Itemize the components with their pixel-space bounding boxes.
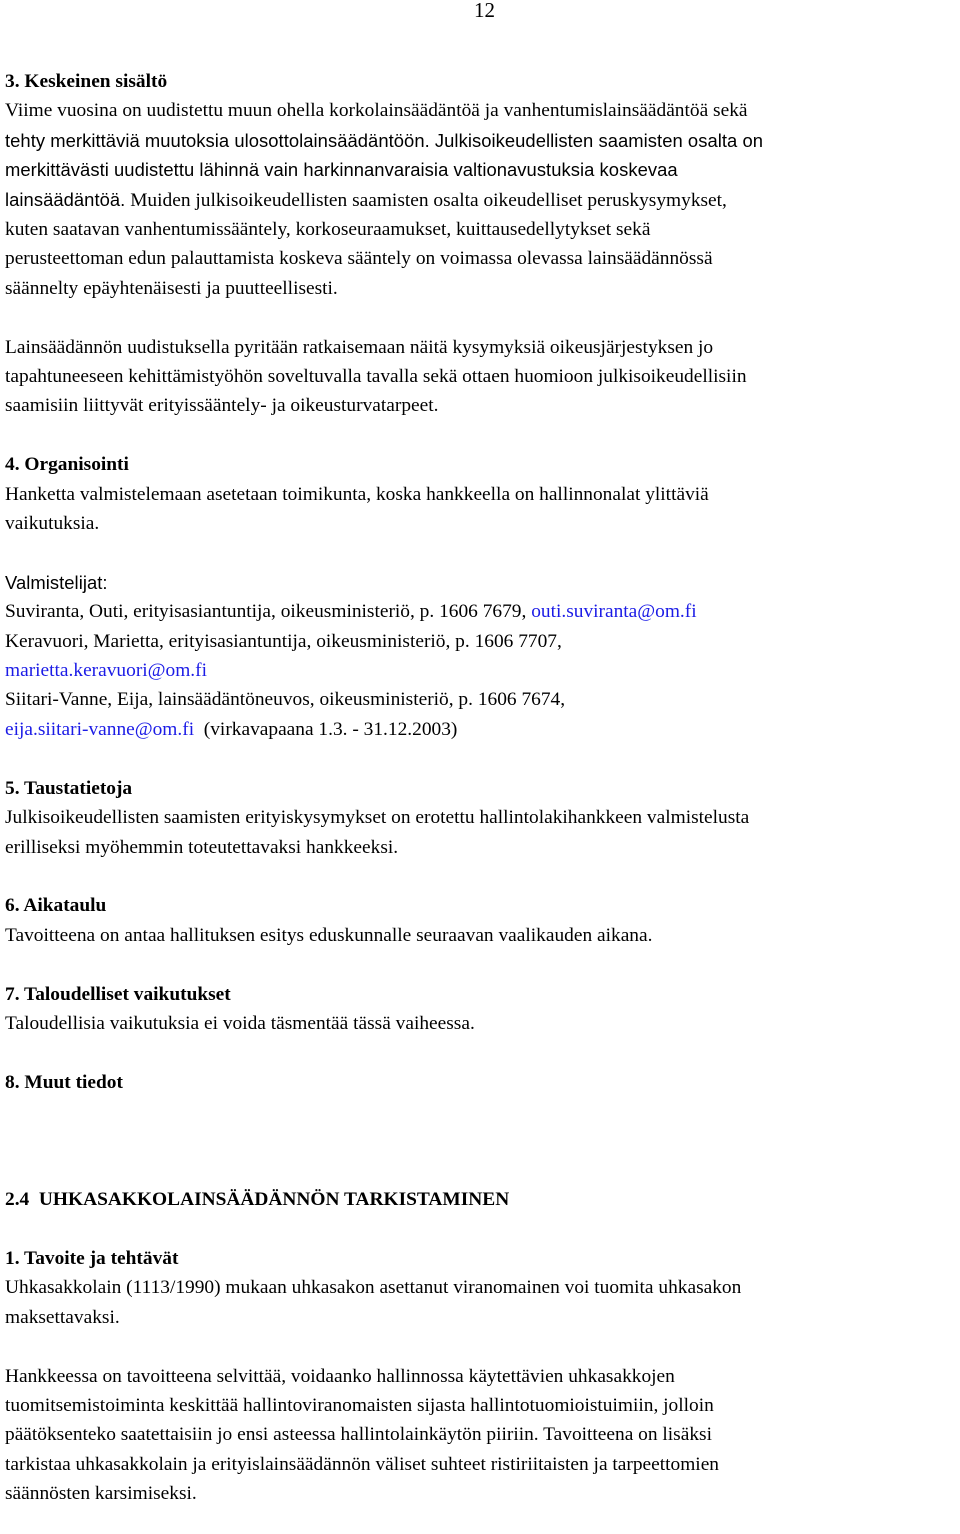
section-3-paragraph-1-line: kuten saatavan vanhentumissääntely, korkoseuraamukset, kuittausedellytykset sekä <box>5 219 651 241</box>
section-8-heading: 8. Muut tiedot <box>5 1071 123 1093</box>
paragraph-spacer <box>5 1332 957 1361</box>
section-4-paragraph-line: vaikutuksia. <box>5 513 100 535</box>
section-2-4-paragraph-line: säännösten karsimiseksi. <box>5 1483 197 1505</box>
preparer-2-email-link[interactable]: marietta.keravuori@om.fi <box>5 660 207 682</box>
section-3-paragraph-1-line: perusteettoman edun palauttamista koskeva sääntely on voimassa olevassa lainsäädännössä <box>5 248 713 270</box>
section-3-heading: 3. Keskeinen sisältö <box>5 71 168 92</box>
section-spacer <box>5 1097 957 1185</box>
section-3-paragraph-2-line: saamisiin liittyvät erityissääntely- ja oikeusturvatarpeet. <box>5 395 439 417</box>
section-7-paragraph-line: Taloudellisia vaikutuksia ei voida täsmentää tässä vaiheessa. <box>5 1012 475 1034</box>
section-2-4-paragraph-line: Uhkasakkolain (1113/1990) mukaan uhkasakon asettanut viranomainen voi tuomita uhkasakon <box>5 1277 742 1299</box>
section-3-paragraph-1-line: Viime vuosina on uudistettu muun ohella korkolainsäädäntöä ja vanhentumislainsäädäntöä sekä <box>5 100 748 122</box>
preparer-3-email-link[interactable]: eija.siitari-vanne@om.fi <box>5 718 195 740</box>
section-5-paragraph-line: erilliseksi myöhemmin toteutettavaksi hankkeeksi. <box>5 836 399 858</box>
paragraph-spacer <box>5 421 957 450</box>
preparer-1 <box>5 597 957 626</box>
section-7-heading: 7. Taloudelliset vaikutukset <box>5 983 231 1005</box>
section-3-paragraph-1-line: merkittävästi uudistettu lähinnä vain harkinnanvaraisia valtionavustuksia koskevaa <box>5 159 678 181</box>
section-6-paragraph-line: Tavoitteena on antaa hallituksen esitys eduskunnalle seuraavan vaalikauden aikana. <box>5 924 653 946</box>
section-2-4-paragraph-line: päätöksenteko saatettaisiin jo ensi asteessa hallintolainkäytön piiriin. Tavoitteena on lisäksi <box>5 1424 712 1446</box>
section-3-paragraph-1-line: säännelty epäyhtenäisesti ja puutteellisesti. <box>5 277 338 299</box>
section-3-paragraph-1-line <box>5 185 957 215</box>
paragraph-spacer <box>5 862 957 891</box>
section-5-paragraph-line: Julkisoikeudellisten saamisten erityiskysymykset on erotettu hallintolakihankkeen valmistelusta <box>5 807 750 829</box>
paragraph-spacer <box>5 744 957 773</box>
paragraph-spacer <box>5 303 957 332</box>
preparers-label: Valmistelijat: <box>5 571 108 593</box>
section-5-heading: 5. Taustatietoja <box>5 777 133 799</box>
section-3-text-fragment: lainsäädäntöä. <box>5 188 126 210</box>
preparer-3 <box>5 715 957 744</box>
preparer-2 <box>5 656 957 685</box>
paragraph-spacer <box>5 1038 957 1067</box>
section-2-4-paragraph-line: maksettavaksi. <box>5 1306 120 1328</box>
section-2-4-subheading: 1. Tavoite ja tehtävät <box>5 1247 179 1269</box>
section-3-paragraph-2-line: tapahtuneeseen kehittämistyöhön soveltuvalla tavalla sekä ottaen huomioon julkisoikeudellisiin <box>5 366 747 388</box>
paragraph-spacer <box>5 1215 957 1244</box>
page-number: 12 <box>474 0 495 22</box>
section-3-paragraph-1-line: tehty merkittäviä muutoksia ulosottolainsäädäntöön. Julkisoikeudellisten saamisten osalta on <box>5 129 764 151</box>
preparer-3-details: Siitari-Vanne, Eija, lainsäädäntöneuvos, oikeusministeriö, p. 1606 7674, <box>5 689 566 711</box>
preparer-1-email-link[interactable]: outi.suviranta@om.fi <box>531 601 697 623</box>
preparer-2-details: Keravuori, Marietta, erityisasiantuntija, oikeusministeriö, p. 1606 7707, <box>5 630 562 652</box>
section-4-heading: 4. Organisointi <box>5 454 129 476</box>
preparer-1-details: Suviranta, Outi, erityisasiantuntija, oikeusministeriö, p. 1606 7679, <box>5 601 532 623</box>
section-6-heading: 6. Aikataulu <box>5 895 107 917</box>
preparer-3-note: (virkavapaana 1.3. - 31.12.2003) <box>194 718 458 740</box>
paragraph-spacer <box>5 538 957 567</box>
section-2-4-heading: 2.4 UHKASAKKOLAINSÄÄDÄNNÖN TARKISTAMINEN <box>5 1189 510 1211</box>
section-2-4-paragraph-line: Hankkeessa on tavoitteena selvittää, voidaanko hallinnossa käytettävien uhkasakkojen <box>5 1365 675 1387</box>
section-3-paragraph-2-line: Lainsäädännön uudistuksella pyritään ratkaisemaan näitä kysymyksiä oikeusjärjestyksen jo <box>5 336 714 358</box>
document-body <box>5 67 957 1509</box>
paragraph-spacer <box>5 950 957 979</box>
section-2-4-paragraph-line: tarkistaa uhkasakkolain ja erityislainsäädännön väliset suhteet ristiriitaisten ja tarpeettomien <box>5 1453 719 1475</box>
section-4-paragraph-line: Hanketta valmistelemaan asetetaan toimikunta, koska hankkeella on hallinnonalat ylittäviä <box>5 483 709 505</box>
section-2-4-paragraph-line: tuomitsemistoiminta keskittää hallintoviranomaisten sijasta hallintotuomioistuimiin, jolloin <box>5 1394 714 1416</box>
section-3-text-fragment: Muiden julkisoikeudellisten saamisten osalta oikeudelliset peruskysymykset, <box>125 189 727 211</box>
